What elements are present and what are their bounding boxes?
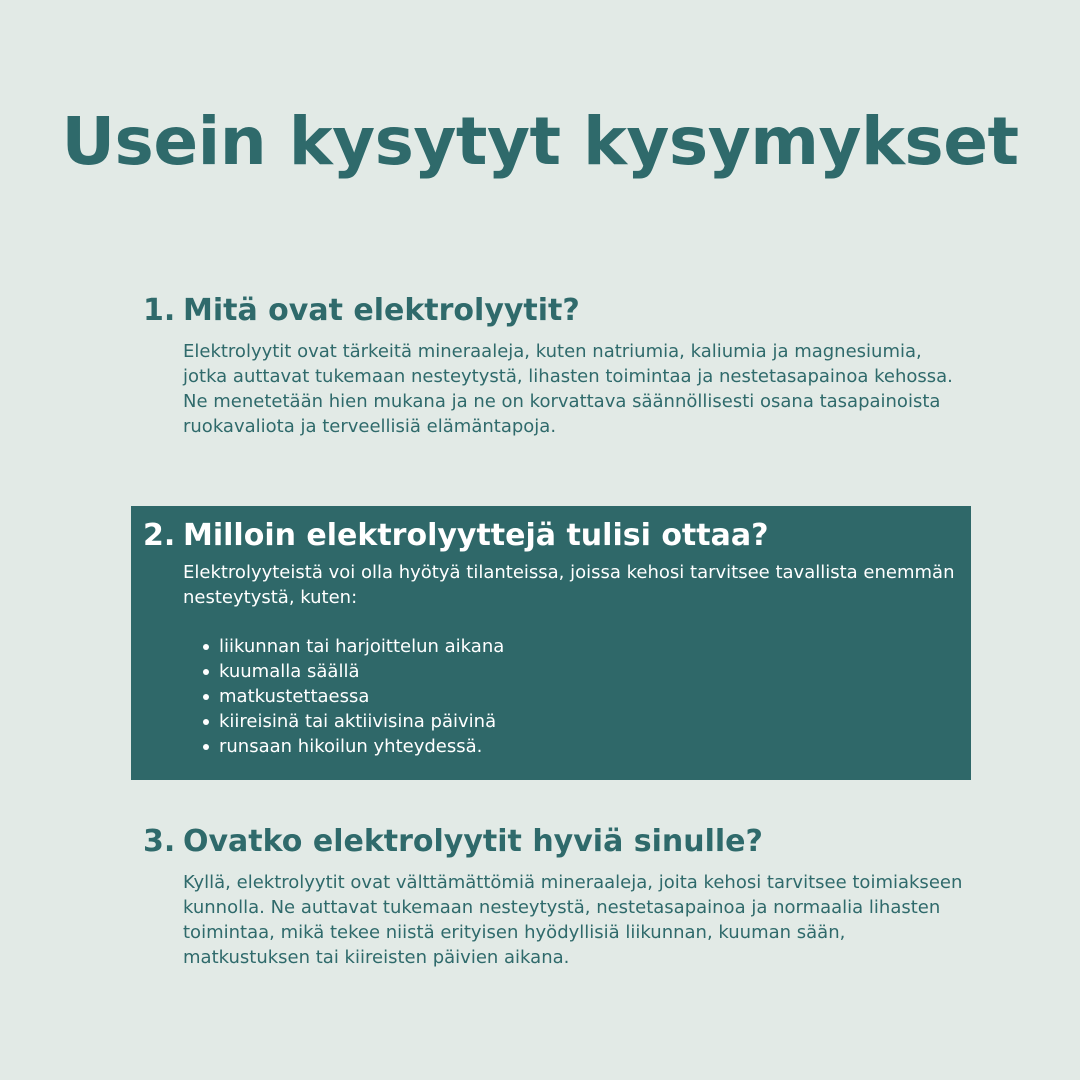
page-title: Usein kysytyt kysymykset xyxy=(61,103,1019,180)
faq-item-1 xyxy=(131,291,971,471)
faq-number-1: 1. xyxy=(143,293,176,328)
faq-answer-3 xyxy=(131,870,971,970)
bullet-item: matkustettaessa xyxy=(219,684,971,709)
bullet-item: runsaan hikoilun yhteydessä. xyxy=(219,734,971,759)
faq-answer-text-2: Elektrolyyteistä voi olla hyötyä tilanteissa, joissa kehosi tarvitsee tavallista enemmän nesteytystä, kuten: xyxy=(183,562,955,608)
faq-question-text-1: Mitä ovat elektrolyytit? xyxy=(183,293,580,328)
faq-question-3 xyxy=(131,822,971,862)
faq-answer-2 xyxy=(131,560,971,759)
faq-answer-text-3: Kyllä, elektrolyytit ovat välttämättömiä mineraaleja, joita kehosi tarvitsee toimiakseen kunnolla. Ne auttavat tukemaan nesteytystä, nestetasapainoa ja normaalia lihasten toimintaa, mikä tekee niistä erityisen hyödyllisiä liikunnan, kuuman sään, matkustuksen tai kiireisten päivien aikana. xyxy=(183,872,963,968)
faq-number-2: 2. xyxy=(143,518,176,553)
faq-answer-1 xyxy=(131,339,971,439)
bullet-item: liikunnan tai harjoittelun aikana xyxy=(219,634,971,659)
faq-answer-text-1: Elektrolyytit ovat tärkeitä mineraaleja, kuten natriumia, kaliumia ja magnesiumia, jotka auttavat tukemaan nesteytystä, lihasten toimintaa ja nestetasapainoa kehossa. Ne menetetään hien mukana ja ne on korvattava säännöllisesti osana tasapainoista ruokavaliota ja terveellisiä elämäntapoja. xyxy=(183,341,953,437)
faq-bullet-list xyxy=(183,634,971,759)
bullet-item: kiireisinä tai aktiivisina päivinä xyxy=(219,709,971,734)
faq-question-text-3: Ovatko elektrolyytit hyviä sinulle? xyxy=(183,824,763,859)
faq-item-2-highlighted xyxy=(131,506,971,780)
faq-question-1 xyxy=(131,291,971,331)
faq-question-text-2: Milloin elektrolyyttejä tulisi ottaa? xyxy=(183,518,769,553)
faq-question-2 xyxy=(131,516,971,556)
faq-item-3 xyxy=(131,822,971,1002)
bullet-item: kuumalla säällä xyxy=(219,659,971,684)
faq-number-3: 3. xyxy=(143,824,176,859)
